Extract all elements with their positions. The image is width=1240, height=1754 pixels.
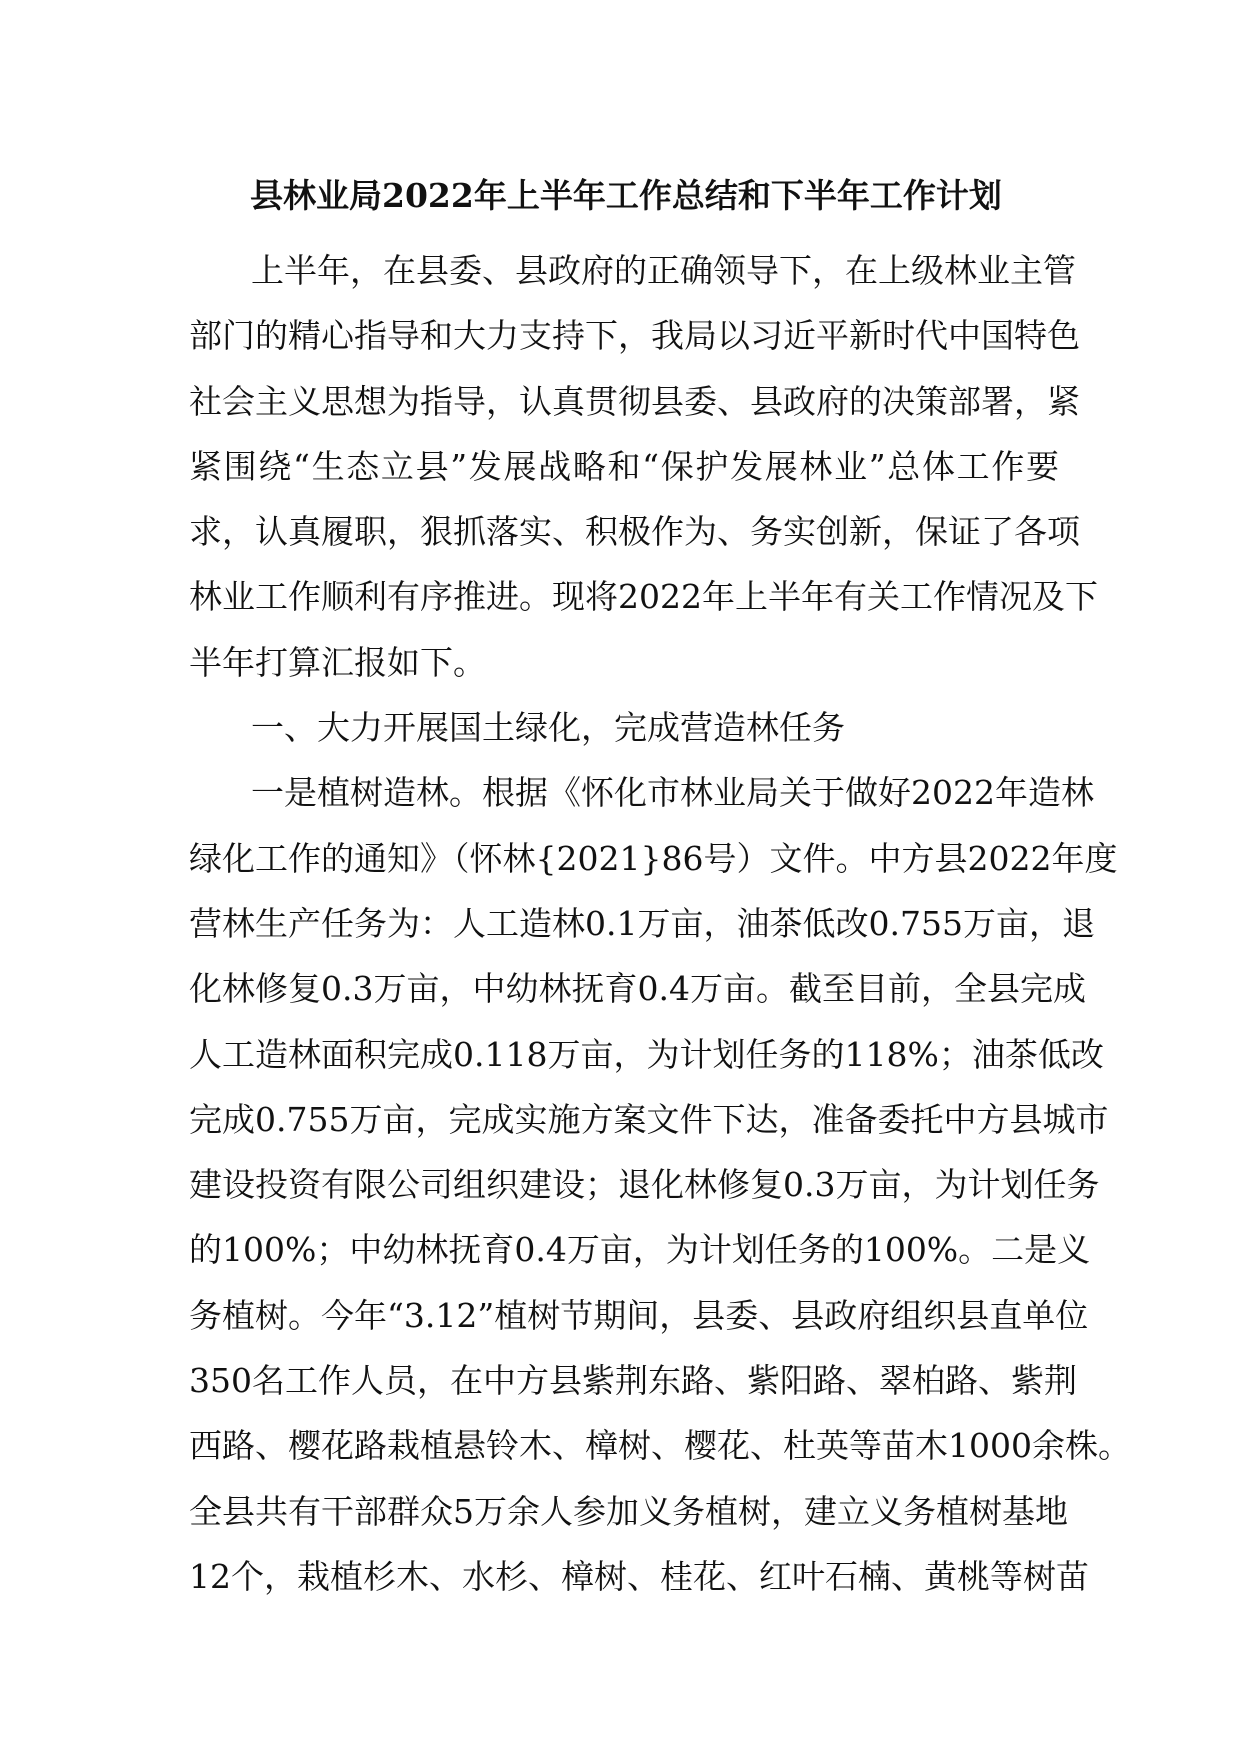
- body-text-line: 化林修复0.3万亩，中幼林抚育0.4万亩。截至目前，全县完成: [189, 969, 1086, 1009]
- body-text-line: 绿化工作的通知》（怀林{2021}86号）文件。中方县2022年度: [189, 838, 1118, 878]
- body-text-line: 一是植树造林。根据《怀化市林业局关于做好2022年造林: [251, 773, 1094, 813]
- body-text-line: 紧围绕“生态立县”发展战略和“保护发展林业”总体工作要: [189, 446, 1059, 486]
- body-text-line: 营林生产任务为：人工造林0.1万亩，油茶低改0.755万亩，退: [189, 903, 1095, 943]
- body-text-line: 的100%；中幼林抚育0.4万亩，为计划任务的100%。二是义: [189, 1230, 1091, 1270]
- body-text-line: 半年打算汇报如下。: [189, 642, 486, 682]
- body-text-line: 人工造林面积完成0.118万亩，为计划任务的118%；油茶低改: [189, 1034, 1104, 1074]
- body-text-line: 林业工作顺利有序推进。现将2022年上半年有关工作情况及下: [189, 577, 1098, 617]
- body-text-line: 350名工作人员，在中方县紫荆东路、紫阳路、翠柏路、紫荆: [189, 1361, 1077, 1401]
- body-text-line: 部门的精心指导和大力支持下，我局以习近平新时代中国特色: [189, 316, 1080, 356]
- body-text-line: 求，认真履职，狠抓落实、积极作为、务实创新，保证了各项: [189, 512, 1080, 552]
- body-text-line: 12个，栽植杉木、水杉、樟树、桂花、红叶石楠、黄桃等树苗: [189, 1556, 1089, 1596]
- body-text-line: 全县共有干部群众5万余人参加义务植树，建立义务植树基地: [189, 1491, 1068, 1531]
- document-body: [189, 238, 1131, 1609]
- body-text-line: 务植树。今年“3.12”植树节期间，县委、县政府组织县直单位: [189, 1295, 1089, 1335]
- body-text-line: 上半年，在县委、县政府的正确领导下，在上级林业主管: [251, 251, 1076, 290]
- body-text-line: 一、大力开展国土绿化，完成营造林任务: [251, 708, 845, 748]
- body-text-line: 西路、樱花路栽植悬铃木、樟树、樱花、杜英等苗木1000余株。: [189, 1426, 1131, 1466]
- document-title: 县林业局2022年上半年工作总结和下半年工作计划: [250, 176, 1002, 215]
- body-text-line: 完成0.755万亩，完成实施方案文件下达，准备委托中方县城市: [189, 1099, 1109, 1139]
- body-text-line: 建设投资有限公司组织建设；退化林修复0.3万亩，为计划任务: [189, 1165, 1100, 1205]
- body-text-line: 社会主义思想为指导，认真贯彻县委、县政府的决策部署，紧: [189, 381, 1080, 421]
